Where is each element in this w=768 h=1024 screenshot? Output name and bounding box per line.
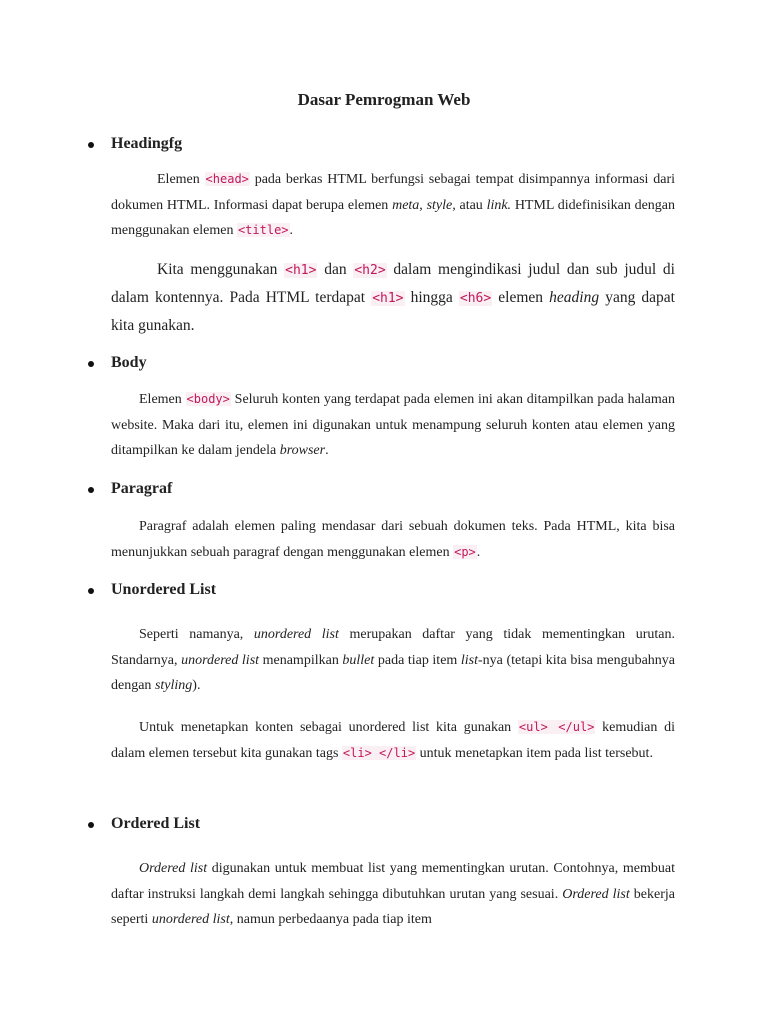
inline-code: <h6> (459, 291, 492, 306)
section-heading (88, 580, 488, 600)
section-heading (88, 479, 488, 499)
bullet-icon (88, 487, 94, 493)
bullet-icon (88, 142, 94, 148)
paragraph: Untuk menetapkan konten sebagai unordered list kita gunakan <ul> </ul> kemudian di dalam elemen tersebut kita gunakan tags <li> </li> untuk menetapkan item pada list tersebut. (111, 720, 675, 761)
bullet-icon (88, 822, 94, 828)
inline-code: <h1> (372, 291, 404, 306)
section-heading-text: Headingfg (111, 135, 183, 152)
section-heading-text: Ordered List (111, 815, 201, 832)
inline-code: <ul> </ul> (518, 720, 595, 734)
section-heading-text: Body (111, 354, 147, 371)
inline-code: <p> (454, 544, 476, 559)
section-heading (88, 134, 488, 154)
paragraph: Elemen <head> pada berkas HTML berfungsi sebagai tempat disimpannya informasi dari dokumen HTML. Informasi dapat berupa elemen meta, style, atau link. HTML didefinisikan dengan menggunakan elemen <title>. (111, 172, 676, 238)
section-heading-text: Paragraf (111, 480, 173, 497)
section-heading-text: Unordered List (111, 581, 217, 598)
paragraph: Seperti namanya, unordered list merupakan daftar yang tidak mementingkan urutan. Standarnya, unordered list menampilkan bullet pada tiap item list-nya (tetapi kita bisa mengubahnya dengan styling). (111, 627, 676, 693)
bullet-icon (88, 588, 94, 594)
paragraph: Elemen <body> Seluruh konten yang terdapat pada elemen ini akan ditampilkan pada halaman website. Maka dari itu, elemen ini digunakan untuk menampung seluruh konten atau elemen yang ditampilkan ke dalam jendela browser. (111, 392, 676, 458)
inline-code: <head> (205, 172, 249, 186)
paragraph: Ordered list digunakan untuk membuat list yang mementingkan urutan. Contohnya, membuat daftar instruksi langkah demi langkah sehingga dibutuhkan urutan yang sesuai. Ordered list bekerja seperti unordered list, namun perbedaanya pada tiap item (111, 861, 676, 927)
bullet-icon (88, 361, 94, 367)
inline-code: <title> (237, 223, 289, 237)
document-title: Dasar Pemrogman Web (297, 90, 471, 109)
section-heading (88, 353, 488, 373)
section-heading (88, 814, 488, 834)
paragraph: Kita menggunakan <h1> dan <h2> dalam mengindikasi judul dan sub judul di dalam kontennya. Pada HTML terdapat <h1> hingga <h6> elemen heading yang dapat kita gunakan. (111, 261, 675, 334)
inline-code: <h1> (285, 263, 317, 278)
paragraph: Paragraf adalah elemen paling mendasar dari sebuah dokumen teks. Pada HTML, kita bisa menunjukkan sebuah paragraf dengan menggunakan elemen <p>. (111, 519, 675, 560)
inline-code: <li> </li> (342, 745, 416, 760)
inline-code: <body> (186, 392, 230, 406)
inline-code: <h2> (354, 263, 386, 278)
